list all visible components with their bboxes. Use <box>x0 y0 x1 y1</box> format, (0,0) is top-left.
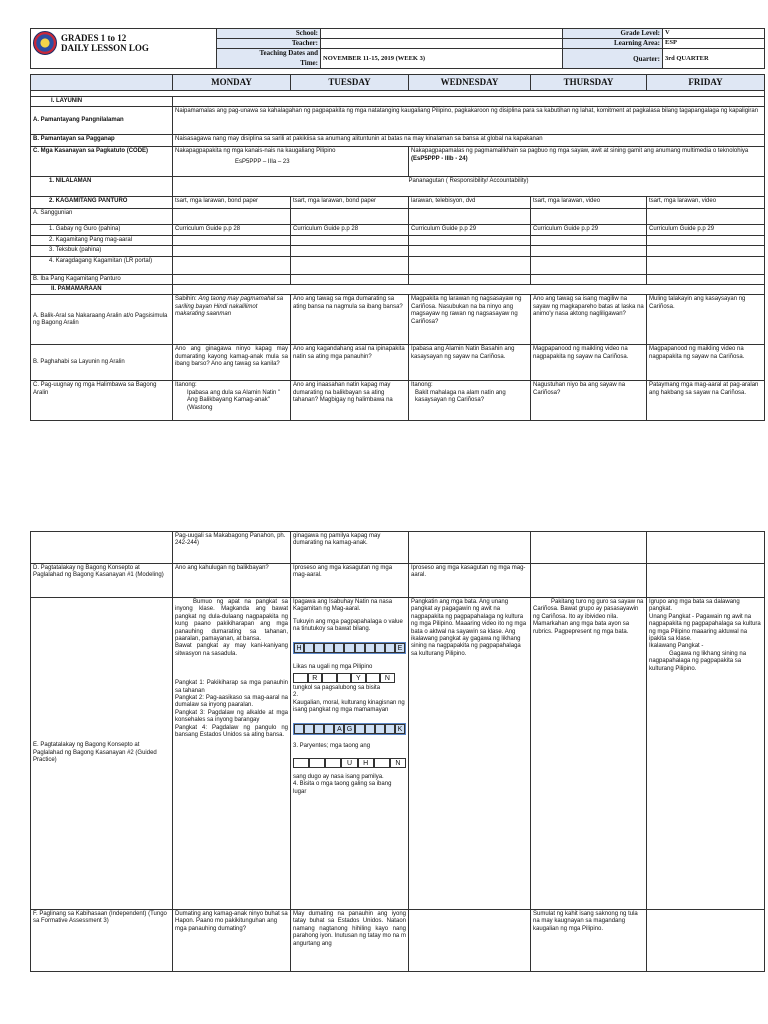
paglinang-monday: Dumating ang kamag-anak ninyo buhat sa Hapon. Paano mo pakikitunguhan ang mga panauhing dumating? <box>173 910 291 972</box>
paglinang-thursday: Sumulat ng kahit isang saknong ng tula na may kaugnayan sa magandang kaugalian ng mga Pilipino. <box>531 910 647 972</box>
teksbuk-label: 3. Teksbuk (pahina) <box>31 246 173 256</box>
gabay-monday: Curriculum Guide p.p 28 <box>173 225 291 235</box>
logo-title: GRADES 1 to 12 <box>61 33 127 43</box>
e-friday-group-2: Ikalawang Pangkat - <box>649 643 704 650</box>
e-tuesday-clue-1b: tungkol sa pagsalubong sa bisita <box>293 685 381 692</box>
lesson-table-2 <box>30 531 765 972</box>
e-tuesday-prompt: Tukuyin ang mga pagpapahalaga o value na tinutukoy sa bawat bilang. <box>293 618 403 633</box>
grid2-cell <box>322 673 337 683</box>
grade-level-label: Grade Level: <box>563 29 663 39</box>
school-label: School: <box>217 29 321 39</box>
days-header-row <box>31 75 765 91</box>
grid3-cell <box>314 724 324 734</box>
grid2-cell <box>293 673 308 683</box>
pagtatalakay-2-friday <box>647 598 765 910</box>
day-monday: MONDAY <box>173 75 291 91</box>
grid4-cell: H <box>358 758 374 768</box>
paghahabi-friday: Magpapanood ng maikling video na nagpapakita ng sayaw na Cariñosa. <box>647 345 765 381</box>
grid1-cell <box>314 643 324 653</box>
pag-uugnay-wednesday <box>409 381 531 421</box>
paglinang-label: F. Paglinang sa Kabihasaan (Independent) (Tungo sa Formative Assessment 3) <box>31 910 173 972</box>
kagamitang-mag-aaral-label: 2. Kagamitang Pang mag-aaral <box>31 235 173 245</box>
pamantayan-pagganap-text: Naisasagawa nang may disiplina sa sarili at pakikiisa sa anumang alituntunin at batas na may kinalaman sa bansa at global na kapakanan <box>173 135 765 147</box>
e-monday-intro: Bumuo ng apat na pangkat sa inyong klase. Magkanda ang bawat pangkat ng dula-dulaang nagpapakita ng kung paano pakikiharapan ang mga panauhing dumarating sa tahanan, paaralan, pamayanan, at bansa. <box>175 599 288 643</box>
grid3-cell <box>385 724 395 734</box>
pagtatalakay-2-thursday <box>531 598 647 910</box>
day-friday: FRIDAY <box>647 75 765 91</box>
grid3-cell: G <box>344 724 354 734</box>
pagtatalakay-2-monday <box>173 598 291 910</box>
pag-uugnay-label: C. Pag-uugnay ng mga Halimbawa sa Bagong Aralin <box>31 381 173 421</box>
kasanayan-right-text: Nakapagpapamalas ng pagmamalikhain sa pagbuo ng mga sayaw, awit at sining gamit ang anumang multimedia o teknolohiya <box>411 148 749 155</box>
grid4-cell: N <box>390 758 406 768</box>
e-monday-group-4: Pangkat 4: Pagdalaw ng pangulo ng bansang Estados Unidos sa ating bansa. <box>175 724 288 739</box>
grid3-cell <box>294 724 304 734</box>
teacher-value <box>321 39 563 49</box>
pagtatalakay-2-tuesday <box>291 598 409 910</box>
kasanayan-left-code: EsP5PPP – IIIa – 23 <box>235 158 290 165</box>
e-tuesday-clue-3: 3. Paryentes; mga taong ang <box>293 742 371 749</box>
word-grid-1 <box>293 642 406 654</box>
grid3-cell <box>375 724 385 734</box>
school-value <box>321 29 563 39</box>
logo-cell <box>31 29 217 69</box>
kagamitang-panturo-label: 2. KAGAMITANG PANTURO <box>31 197 173 209</box>
kagamitan-tuesday: tsart, mga larawan, bond paper <box>291 197 409 209</box>
e-tuesday-instruction: Ipagawa ang Isabuhay Natin na nasa Kagamitan ng Mag-aaral. <box>293 599 393 613</box>
pagtatalakay-1-monday: Ano ang kahulugan ng balikbayan? <box>173 564 291 598</box>
teaching-dates-value: NOVEMBER 11-15, 2019 (WEEK 3) <box>321 49 563 69</box>
quarter-value: 3rd QUARTER <box>663 49 765 69</box>
word-grid-2 <box>293 673 395 683</box>
paghahabi-tuesday: Ano ang kagandahang asal na ipinapakita natin sa ating mga panauhin? <box>291 345 409 381</box>
e-friday-group-2-text: Gagawa ng likhang sining na nagpapahalaga ng pagpapakita sa kulturang Pilipino. <box>649 650 747 672</box>
e-tuesday-clue-4: 4. Bisita o mga taong galing sa ibang lugar <box>293 781 392 795</box>
karagdagang-kagamitan-label: 4. Karagdagang Kagamitan (LR portal) <box>31 256 173 274</box>
grid4-cell: U <box>341 758 357 768</box>
pagtatalakay-2-label: E. Pagtatalakay ng Bagong Konsepto at Paglalahad ng Bagong Kasanayan #2 (Guided Practice) <box>31 598 173 910</box>
quarter-label: Quarter: <box>563 49 663 69</box>
grid2-cell <box>337 673 352 683</box>
grid4-cell <box>309 758 325 768</box>
grid1-cell: H <box>294 643 304 653</box>
learning-area-value: ESP <box>663 39 765 49</box>
days-corner <box>31 75 173 91</box>
learning-area-label: Learning Area: <box>563 39 663 49</box>
e-monday-group-2: Pangkat 2: Pag-aasikaso sa mag-aaral na dumalaw sa inyong paaralan. <box>175 695 288 709</box>
teaching-dates-label: Teaching Dates and <box>217 49 321 59</box>
balik-aral-monday-prefix: Sabihin: <box>175 296 199 303</box>
kasanayan-left <box>173 147 409 177</box>
lesson-table-1 <box>30 74 765 421</box>
gabay-thursday: Curriculum Guide p.p 29 <box>531 225 647 235</box>
e-tuesday-clue-3b: sang dugo ay nasa isang pamilya. <box>293 774 384 781</box>
day-wednesday: WEDNESDAY <box>409 75 531 91</box>
e-tuesday-clue-1: Likas na ugali ng mga Pilipino <box>293 663 373 670</box>
grid2-cell: R <box>308 673 323 683</box>
pamantayang-pangnilalaman-label: A. Pamantayang Pangnilalaman <box>31 107 173 135</box>
paghahabi-wednesday: Ipabasa ang Alamin Natin Basahin ang kasaysayan ng sayaw na Cariñosa. <box>409 345 531 381</box>
pamantayang-pangnilalaman-text: Naipamamalas ang pag-unawa sa kahalagahan ng pagpapakita ng mga natatanging kaugaliang Pilipino, pagkakaroon ng disiplina para sa kabutihan ng lahat, komitment at pagkalasa bilang tagapangalaga ng kapaligiran <box>173 107 765 135</box>
e-monday-group-3: Pangkat 3: Pagdalaw ng alkalde at mga konsehales sa inyong barangay <box>175 709 288 724</box>
grid3-cell <box>355 724 365 734</box>
word-grid-4 <box>293 758 406 768</box>
grid3-cell: A <box>334 724 344 734</box>
e-tuesday-clue-2: Kaugalian, moral, kulturang kinagisnan ng isang pangkat ng mga mamamayan <box>293 699 405 714</box>
kasanayan-right-code: (EsP5PPP - IIIb - 24) <box>411 155 468 162</box>
paglinang-tuesday: May dumating na panauhin ang iyong tatay buhat sa Estados Unidos. Nataon namang nagtanong hihiling kayo nang parahong iyon. Inutusan ng tatay mo na m angurtang ang <box>291 910 409 972</box>
grid1-cell <box>385 643 395 653</box>
grid4-cell <box>325 758 341 768</box>
e-friday-group-1: Unang Pangkat - Pagawain ng awit na nagpapakita ng pagpapahalaga sa kultura ng mga Pilipino maaaring aktuwal na ipakita sa klase. <box>649 613 761 643</box>
e-monday-situation: Bawat pangkat ay may kani-kaniyang sitwasyon na sasadula. <box>175 643 288 657</box>
layunin-content <box>173 97 765 107</box>
nilalaman-label: 1. NILALAMAN <box>31 177 173 197</box>
pag-uugnay-friday: Pataymang mga mag-aaral at pag-aralan ang hakbang sa sayaw na Cariñosa. <box>647 381 765 421</box>
continued-monday: Pag-uugali sa Makabagong Panahon, ph. 242-244) <box>173 532 291 564</box>
balik-aral-thursday: Ano ang tawag sa isang magiliw na sayaw ng magkapareho batas at laska na animo'y nasa aktong nagliligawan? <box>531 295 647 345</box>
continued-tuesday: ginagawa ng pamilya kapag may dumarating na kamag-anak. <box>291 532 409 564</box>
grid1-cell <box>324 643 334 653</box>
time-label: Time: <box>217 59 321 69</box>
kagamitan-thursday: tsart, mga larawan, video <box>531 197 647 209</box>
sanggunian-label: A. Sanggunian <box>31 209 173 225</box>
deped-seal-icon <box>33 31 57 55</box>
nilalaman-text: Pananagutan ( Responsibility/ Accountability) <box>173 177 765 197</box>
gabay-tuesday: Curriculum Guide p.p 28 <box>291 225 409 235</box>
e-tuesday-number-2: 2. <box>293 692 299 699</box>
e-friday-intro: Igrupo ang mga bata sa dalawang pangkat. <box>649 599 740 613</box>
gabay-guro-label: 1. Gabay ng Guro (pahina) <box>31 225 173 235</box>
grid1-cell: E <box>395 643 405 653</box>
grid3-cell <box>304 724 314 734</box>
pagtatalakay-2-wednesday: Pangkatin ang mga bata. Ang unang pangkat ay pagagawin ng awit na nagpapakita ng pagpapahalaga ng kultura ng mga Pilipino. Maaaring video ito ng mga bata o aktwal na sayawin sa klase. Ang ikalawang pangkat ay gagawa ng likhang sining na nagpapakita ng pagpapahalaga sa kulturang Pilipino. <box>409 598 531 910</box>
gabay-friday: Curriculum Guide p.p 29 <box>647 225 765 235</box>
balik-aral-wednesday: Magpakita ng larawan ng nagsasayaw ng Cariñosa. Nasubukan na ba ninyo ang magsayaw ng rawan ng nagsasayaw ng Cariñosa? <box>409 295 531 345</box>
balik-aral-tuesday: Ano ang tawag sa mga dumarating sa ating bansa na nagmula sa ibang bansa? <box>291 295 409 345</box>
lesson-log-page-1 <box>30 28 764 421</box>
gabay-wednesday: Curriculum Guide p.p 29 <box>409 225 531 235</box>
pag-uugnay-thursday: Nagustuhan niyo ba ang sayaw na Cariñosa? <box>531 381 647 421</box>
grid1-cell <box>304 643 314 653</box>
pamamaraan-label: II. PAMAMARAAN <box>31 285 173 295</box>
balik-aral-friday: Muling talakayin ang kasaysayan ng Cariñosa. <box>647 295 765 345</box>
layunin-label: I. LAYUNIN <box>31 97 173 107</box>
grade-level-value: V <box>663 29 765 39</box>
pamantayan-pagganap-label: B. Pamantayan sa Pagganap <box>31 135 173 147</box>
kasanayan-left-text: Nakapagpapakita ng mga kanais-nais na kaugaliang Pilipino <box>175 148 336 155</box>
pag-uugnay-monday-prompt: Itanong: <box>175 382 197 389</box>
paghahabi-thursday: Magpapanood ng maikling video na nagpapakita ng sayaw na Cariñosa. <box>531 345 647 381</box>
paghahabi-monday: Ano ang ginagawa ninyo kapag may dumarating kayong kamag-anak mula sa ibang barso? Ano ang tawag sa kanila? <box>173 345 291 381</box>
pag-uugnay-tuesday: Ano ang inaasahan natin kapag may dumarating na balikbayan sa ating tahanan? Magbigay ng halimbawa na <box>291 381 409 421</box>
pagtatalakay-1-label: D. Pagtatalakay ng Bagong Konsepto at Paglalahad ng Bagong Kasanayan #1 (Modeling) <box>31 564 173 598</box>
grid1-cell <box>355 643 365 653</box>
grid2-cell: Y <box>351 673 366 683</box>
pagtatalakay-1-wednesday: Iproseso ang mga kasagutan ng mga mag-aaral. <box>409 564 531 598</box>
word-grid-3 <box>293 723 406 735</box>
balik-aral-monday <box>173 295 291 345</box>
pag-uugnay-monday-text: Ipabasa ang dula sa Alamin Natin " Ang Balikbayang Kamag-anak" (Wastong <box>187 389 281 411</box>
grid1-cell <box>365 643 375 653</box>
grid1-cell <box>334 643 344 653</box>
day-thursday: THURSDAY <box>531 75 647 91</box>
logo-subtitle: DAILY LESSON LOG <box>61 43 149 53</box>
grid4-cell <box>374 758 390 768</box>
grid3-cell <box>365 724 375 734</box>
day-tuesday: TUESDAY <box>291 75 409 91</box>
continued-label <box>31 532 173 564</box>
kasanayan-right <box>409 147 765 177</box>
pagtatalakay-1-tuesday: Iproseso ang mga kasagutan ng mga mag-aaral. <box>291 564 409 598</box>
grid3-cell <box>324 724 334 734</box>
e-monday-group-1: Pangkat 1: Pakikiharap sa mga panauhin sa tahanan <box>175 680 288 694</box>
pag-uugnay-wednesday-text: Bakit mahalaga na alam natin ang kasaysayan ng Cariñosa? <box>415 389 506 404</box>
pag-uugnay-monday <box>173 381 291 421</box>
paghahabi-label: B. Paghahabi sa Layunin ng Aralin <box>31 345 173 381</box>
pag-uugnay-wednesday-prompt: Itanong: <box>411 382 433 389</box>
balik-aral-label: A. Balik-Aral sa Nakaraang Aralin at/o Pagsisimula ng Bagong Aralin <box>31 295 173 345</box>
header-table <box>30 28 765 69</box>
kagamitan-wednesday: larawan, telebisyon, dvd <box>409 197 531 209</box>
kagamitan-friday: tsart, mga larawan, video <box>647 197 765 209</box>
teacher-label: Teacher: <box>217 39 321 49</box>
balik-aral-monday-quote: Ang taong may pagmamahal sa sariling bayan Hindi nakalilimot makarating saanman <box>175 296 284 318</box>
e-thursday-text: Pakitang turo ng guro sa sayaw na Cariñosa. Bawat grupo ay pasasayawin ng Cariñosa. Ito ay ibivideo nila. Mamarkahan ang mga bata ayon sa rubrics. Pagpepresent ng mga bata. <box>533 599 644 635</box>
grid2-cell <box>366 673 381 683</box>
grid1-cell <box>344 643 354 653</box>
kasanayan-label: C. Mga Kasanayan sa Pagkatuto (CODE) <box>31 147 173 177</box>
grid3-cell: K <box>395 724 405 734</box>
grid1-cell <box>375 643 385 653</box>
kagamitan-monday: tsart, mga larawan, bond paper <box>173 197 291 209</box>
grid4-cell <box>293 758 309 768</box>
grid2-cell: N <box>380 673 395 683</box>
lesson-log-page-2 <box>30 531 764 972</box>
iba-pang-kagamitan-label: B. Iba Pang Kagamitang Panturo <box>31 274 173 284</box>
